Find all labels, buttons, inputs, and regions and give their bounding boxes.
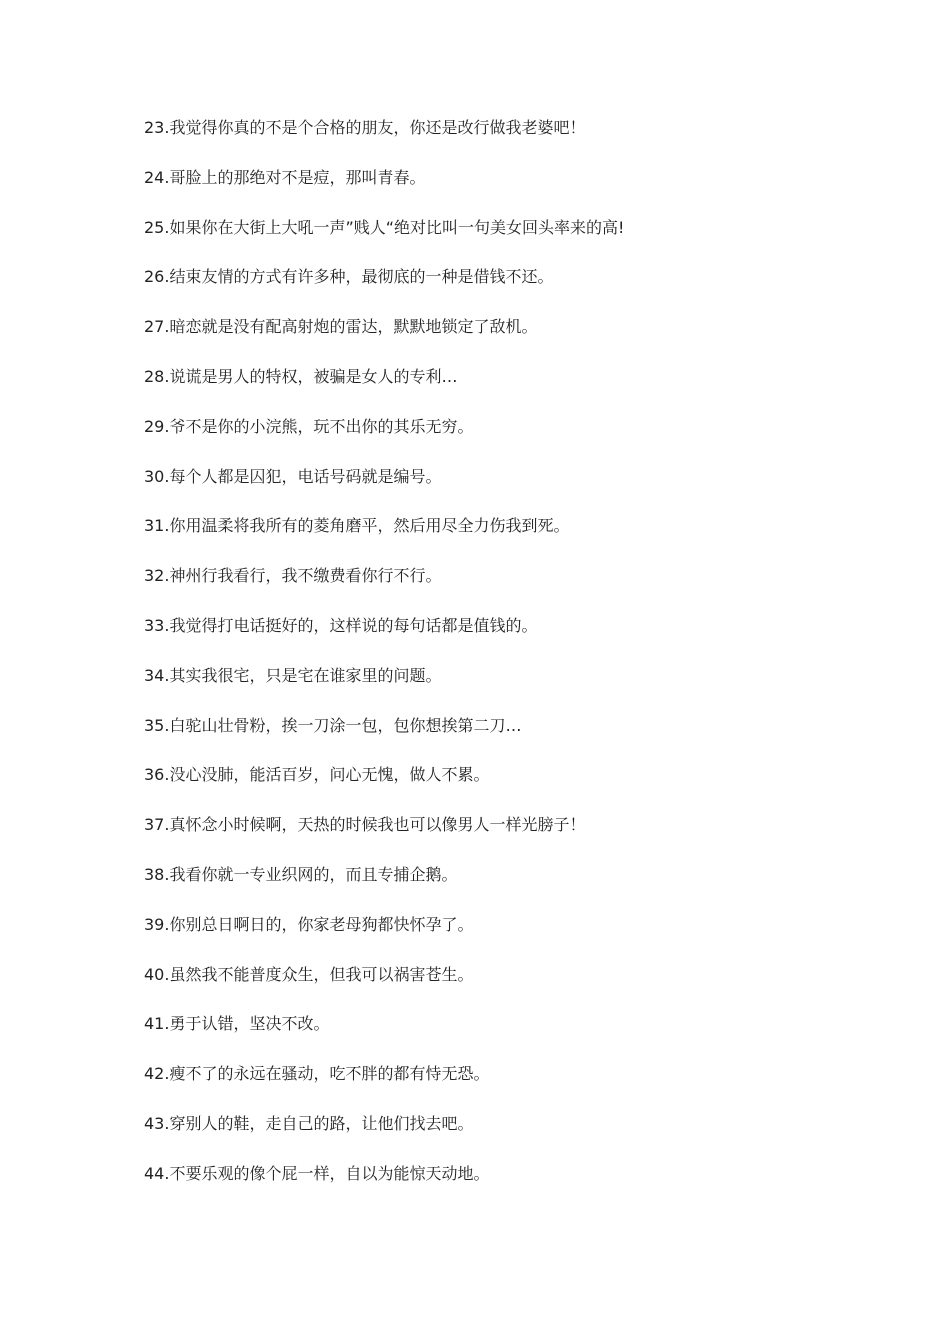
text-line-44: 44.不要乐观的像个屁一样，自以为能惊天动地。 (144, 1163, 490, 1183)
text-line-30: 30.每个人都是囚犯，电话号码就是编号。 (144, 466, 442, 486)
text-line-39: 39.你别总日啊日的，你家老母狗都快怀孕了。 (144, 914, 474, 934)
text-line-24: 24.哥脸上的那绝对不是痘，那叫青春。 (144, 167, 426, 187)
text-line-28: 28.说谎是男人的特权，被骗是女人的专利… (144, 366, 458, 386)
text-line-33: 33.我觉得打电话挺好的，这样说的每句话都是值钱的。 (144, 615, 538, 635)
text-line-23: 23.我觉得你真的不是个合格的朋友，你还是改行做我老婆吧！ (144, 118, 586, 137)
text-line-27: 27.暗恋就是没有配高射炮的雷达，默默地锁定了敌机。 (144, 317, 538, 337)
text-line-38: 38.我看你就一专业织网的，而且专捕企鹅。 (144, 864, 458, 884)
text-line-42: 42.瘦不了的永远在骚动，吃不胖的都有恃无恐。 (144, 1064, 490, 1084)
text-line-35: 35.白驼山壮骨粉，挨一刀涂一包，包你想挨第二刀… (144, 715, 522, 735)
text-line-34: 34.其实我很宅，只是宅在谁家里的问题。 (144, 665, 442, 685)
text-line-26: 26.结束友情的方式有许多种，最彻底的一种是借钱不还。 (144, 267, 554, 287)
text-line-43: 43.穿别人的鞋，走自己的路，让他们找去吧。 (144, 1113, 474, 1133)
text-line-25: 25.如果你在大街上大吼一声”贱人“绝对比叫一句美女回头率来的高! (144, 217, 625, 237)
text-line-31: 31.你用温柔将我所有的菱角磨平，然后用尽全力伤我到死。 (144, 516, 570, 536)
text-line-41: 41.勇于认错，坚决不改。 (144, 1014, 330, 1034)
text-line-37: 37.真怀念小时候啊，天热的时候我也可以像男人一样光膀子！ (144, 815, 586, 835)
text-line-29: 29.爷不是你的小浣熊，玩不出你的其乐无穷。 (144, 416, 474, 436)
text-line-40: 40.虽然我不能普度众生，但我可以祸害苍生。 (144, 964, 474, 984)
text-lines (144, 115, 904, 1211)
text-line-36: 36.没心没肺，能活百岁，问心无愧，做人不累。 (144, 765, 490, 785)
text-line-32: 32.神州行我看行，我不缴费看你行不行。 (144, 566, 442, 586)
